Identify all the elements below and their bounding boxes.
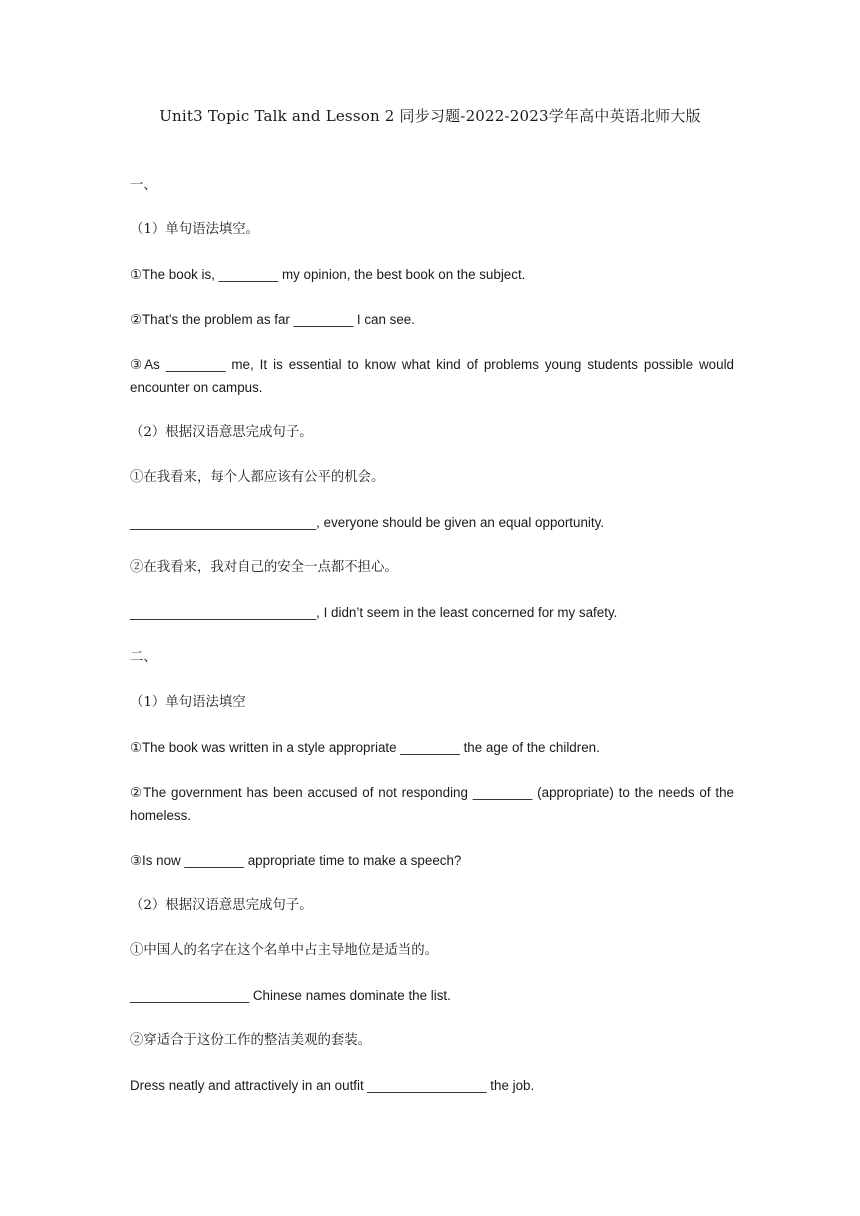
part-heading-1-2: （2）根据汉语意思完成句子。: [130, 425, 313, 440]
question-1-2-1-chinese: ①在我看来，每个人都应该有公平的机会。: [130, 470, 385, 485]
question-1-1-1: ①The book is, ________ my opinion, the best book on the subject.: [130, 267, 526, 282]
question-2-1-3: ③Is now ________ appropriate time to make a speech?: [130, 853, 462, 868]
question-2-1-2: ②The government has been accused of not responding ________ (appropriate) to the needs of the homeless.: [130, 785, 734, 823]
part-heading-2-2: （2）根据汉语意思完成句子。: [130, 898, 313, 913]
question-2-2-2-chinese: ②穿适合于这份工作的整洁美观的套装。: [130, 1033, 372, 1048]
question-1-2-1-english: _________________________, everyone should be given an equal opportunity.: [130, 515, 605, 530]
question-2-2-1-chinese: ①中国人的名字在这个名单中占主导地位是适当的。: [130, 943, 438, 958]
question-2-2-2-english: Dress neatly and attractively in an outfit ________________ the job.: [130, 1078, 535, 1093]
section-heading-2: 二、: [130, 650, 157, 665]
part-heading-1-1: （1）单句语法填空。: [130, 222, 260, 237]
section-heading-1: 一、: [130, 178, 157, 193]
question-1-2-2-english: _________________________, I didn’t seem in the least concerned for my safety.: [130, 605, 618, 620]
question-2-2-1-english: ________________ Chinese names dominate the list.: [130, 988, 451, 1003]
question-2-1-1: ①The book was written in a style appropriate ________ the age of the children.: [130, 740, 600, 755]
question-1-1-3: ③As ________ me, It is essential to know what kind of problems young students possible would encounter on campus.: [130, 357, 734, 395]
part-heading-2-1: （1）单句语法填空: [130, 695, 246, 710]
question-1-1-2: ②That’s the problem as far ________ I can see.: [130, 312, 415, 327]
question-1-2-2-chinese: ②在我看来，我对自己的安全一点都不担心。: [130, 560, 398, 575]
document-title: Unit3 Topic Talk and Lesson 2 同步习题-2022-2023学年高中英语北师大版: [159, 107, 701, 125]
